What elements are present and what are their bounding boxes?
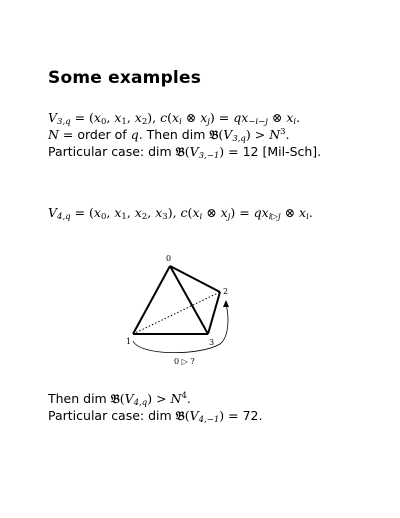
conclusion-line2: Particular case: dim $𝔅(V_{4,-1}) = 72$. bbox=[48, 408, 263, 425]
edge-2-3 bbox=[208, 292, 220, 334]
example1-line2: N = order of q. Then dim $𝔅(V_{3,q}) > N^3$. bbox=[48, 127, 290, 144]
diagram-caption: 0 ▷ ? bbox=[174, 357, 195, 366]
vertex-label-3: 3 bbox=[209, 338, 215, 347]
arc-arrowhead-icon bbox=[223, 300, 229, 307]
example1-line3: Particular case: dim $𝔅(V_{3,-1}) = 12$ [Mil-Sch]. bbox=[48, 144, 322, 161]
conclusion-line1: Then dim $𝔅(V_{4,q}) > N^4$. bbox=[48, 391, 191, 408]
vertex-label-2: 2 bbox=[223, 287, 229, 296]
edge-0-1 bbox=[133, 266, 170, 334]
slide-title: Some examples bbox=[48, 68, 202, 88]
edge-1-2-hidden bbox=[133, 292, 220, 334]
example2-line1: $V_{4,q} = (x_0$, $x_1$, $x_2$, $x_3$), $c(x_i$ ⊗ $x_j) = qx_{i▷j}$ ⊗ $x_i$. bbox=[48, 205, 313, 222]
vertex-label-1: 1 bbox=[126, 337, 132, 346]
vertex-label-0: 0 bbox=[166, 254, 172, 263]
example1-line1: $V_{3,q} = (x_0$, $x_1$, $x_2$), $c(x_i$ ⊗ $x_j) = qx_{-i-j}$ ⊗ $x_i$. bbox=[48, 110, 301, 127]
